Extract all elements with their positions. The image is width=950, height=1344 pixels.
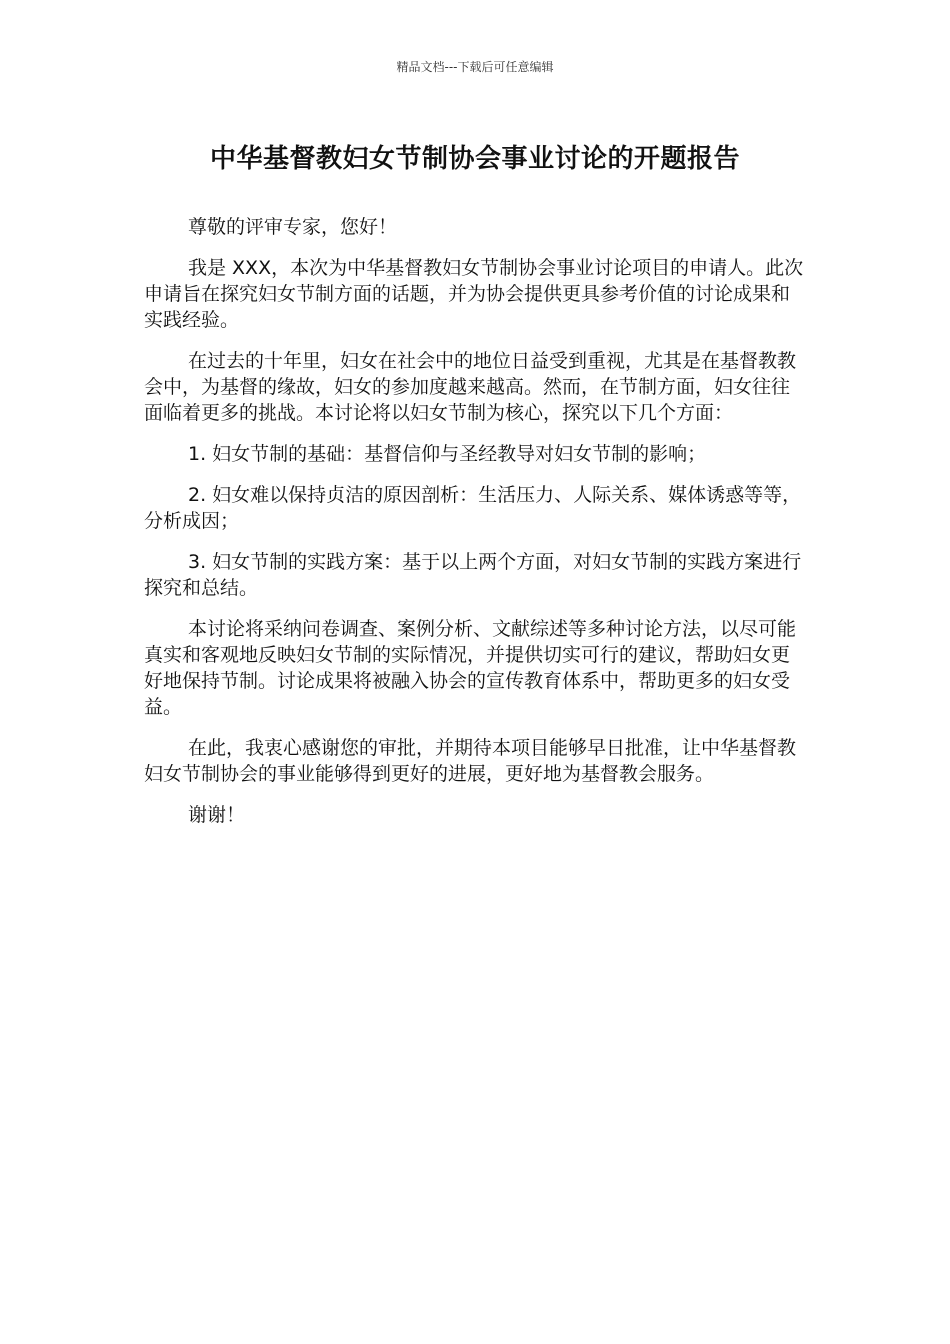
paragraph-thanks: 在此，我衷心感谢您的审批，并期待本项目能够早日批准，让中华基督教妇女节制协会的事业能够得到更好的进展，更好地为基督教会服务。 bbox=[144, 737, 797, 785]
paragraph-methods: 本讨论将采纳问卷调查、案例分析、文献综述等多种讨论方法，以尽可能真实和客观地反映妇女节制的实际情况，并提供切实可行的建议，帮助妇女更好地保持节制。讨论成果将被融入协会的宣传教育体系中，帮助更多的妇女受益。 bbox=[144, 618, 797, 718]
paragraph-closing: 谢谢！ bbox=[188, 804, 246, 826]
document-body bbox=[144, 214, 806, 843]
paragraph-introduction: 我是 XXX，本次为中华基督教妇女节制协会事业讨论项目的申请人。此次申请旨在探究妇女节制方面的话题，并为协会提供更具参考价值的讨论成果和实践经验。 bbox=[144, 257, 804, 331]
paragraph-point-2: 2. 妇女难以保持贞洁的原因剖析：生活压力、人际关系、媒体诱惑等等，分析成因； bbox=[144, 484, 802, 532]
paragraph-point-1: 1. 妇女节制的基础：基督信仰与圣经教导对妇女节制的影响； bbox=[188, 443, 707, 465]
paragraph-greeting: 尊敬的评审专家，您好！ bbox=[188, 216, 398, 238]
paragraph-point-3: 3. 妇女节制的实践方案：基于以上两个方面，对妇女节制的实践方案进行探究和总结。 bbox=[144, 551, 802, 599]
document-title: 中华基督教妇女节制协会事业讨论的开题报告 bbox=[209, 144, 740, 174]
page-header: 精品文档---下载后可任意编辑 bbox=[396, 60, 554, 74]
paragraph-background: 在过去的十年里，妇女在社会中的地位日益受到重视，尤其是在基督教教会中，为基督的缘故，妇女的参加度越来越高。然而，在节制方面，妇女往往面临着更多的挑战。本讨论将以妇女节制为核心，探究以下几个方面： bbox=[144, 350, 797, 424]
